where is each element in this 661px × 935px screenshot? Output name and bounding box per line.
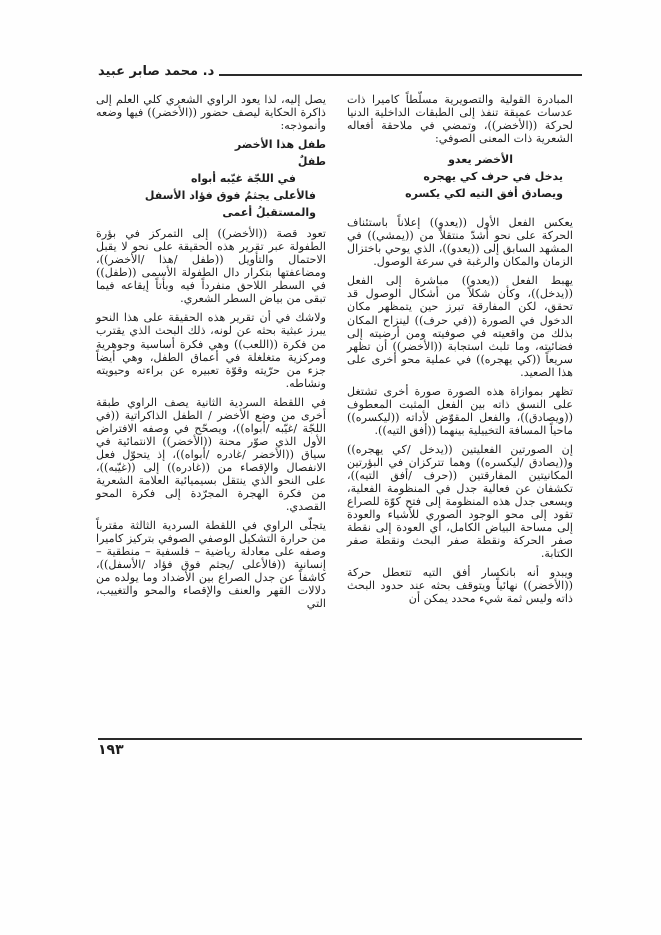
body-paragraph: ويبدو أنه بانكسار أفق التيه تتعطل حركة ((الأخضر)) نهائياً ويتوقف بحثه عند حدود البحث ذاته وليس ثمة شيء محدد يمكن أن: [347, 566, 573, 606]
body-paragraph: يعكس الفعل الأول ((يعدو)) إعلاناً باستئناف الحركة على نحو أشدّ منتقلاً من ((يمشي)) في المشهد السابق إلى ((يعدو))، الذي يوحي باختزال الزمان والمكان والرغبة في سرعة الوصول.: [347, 216, 573, 269]
body-paragraph: تعود قصة ((الأخضر)) إلى التمركز في بؤرة الطفولة عبر تقرير هذه الحقيقة على نحو لا يقبل الاحتمال والتأويل ((طفل /هذا /الأخضر))، ومضاعفتها بتكرار دال الطفولة الأسمى ((طفل)) في السطر اللاحق منفرداً فيه وبأتاً إيقاعه فيما تبقى من بياض السطر الشعري.: [96, 227, 326, 306]
poem-line: فالأعلى يجثمُ فوق فؤاد الأسفل: [144, 189, 316, 203]
right-poem-block: [347, 151, 573, 202]
body-paragraph: إن الصورتين الفعليتين ((يدخل /كي يهجره)) و((يصادق /ليكسره)) وهما تتركزان في البؤرتين المكانيتين المفارقتين ((حرف /أفق التيه))، تكشفان عن فعالية جدل في المنظومة الفعلية، ويسعى جدل هذه المنظومة إلى فتح كوّة للصراع تقود إلى محو الوجود الصوري للأشياء والعودة إلى مساحة البياض الكامل، أي العودة إلى نقطة صفر الحركة ونقطة صفر البحث ونقطة صفر الكتابة.: [347, 442, 573, 561]
running-header-author: د. محمد صابر عبيد: [98, 64, 215, 79]
right-intro-paragraph: المبادرة القولية والتصويرية مسلّطاً كاميرا ذات عدسات عميقة تنفذ إلى الطبقات الداخلية الدنيا لحركة ((الأخضر))، وتمضي في ملاحقة أفعاله الشعرية ذات المعنى الصوفي:: [347, 93, 573, 146]
poem-line: طفلٌ: [297, 155, 326, 169]
left-poem-block: [96, 136, 326, 221]
page-number: ١٩٣: [98, 742, 124, 758]
body-paragraph: يتجلّى الراوي في اللقطة السردية الثالثة مقترباً من حرارة التشكيل الوصفي الصوفي بتركيز كاميرا وصفه على معادلة رياضية – فلسفية – منطقية – إنسانية ((فالأعلى /يجثم فوق فؤاد /الأسفل))، كاشفاً عن جدل الصراع بين الأضداد وما يولده من دلالات القهر والعنف والإقصاء والمحو والتغييب، التي: [96, 519, 326, 611]
poem-line: والمستقبلُ أعمى: [222, 206, 316, 220]
right-column: [347, 93, 573, 612]
left-column: [96, 93, 326, 616]
poem-line: يدخل في حرف كي يهجره: [423, 170, 563, 184]
body-paragraph: في اللقطة السردية الثانية يصف الراوي طبقة أخرى من وضع الأخضر / الطفل الذاكراتية ((في اللجّة /غيّبه /أبواه))، ويصحّح في وصفه الافتراض الأول الذي صوّر محنة ((الأخضر)) الانتمائية في سياق ((الأخضر /غادره /أبواه))، إذ يتحوّل فعل الانفصال والإقصاء من ((غادره)) إلى ((غيّبه))، على النحو الذي ينتقل بسيميائية العلامة الشعرية من فكرة الهجرة المجرّدة إلى فكرة المحو القصدي.: [96, 395, 326, 514]
poem-line: في اللجّة غيّبه أبواه: [190, 172, 296, 186]
body-paragraph: تظهر بموازاة هذه الصورة صورة أخرى تشتغل على النسق ذاته بين الفعل المثبت المعطوف ((ويصادق))، والفعل المقوّض لأداته ((ليكسره)) ماحياً المسافة التخييلية بينهما ((أفق التيه)).: [347, 384, 573, 437]
poem-line: الأخضر يعدو: [448, 153, 513, 167]
poem-line: طفل هذا الأخضر: [234, 138, 326, 152]
body-paragraph: ولاشك في أن تقرير هذه الحقيقة على هذا النحو يبرز عبثية بحثه عن لونه، ذلك البحث الذي يقترب من فكرة ((اللعب)) وهي فكرة أساسية وجوهرية ومركزية متغلغلة في أعماق الطفل، وهي أيضاً جزء من حرّيته وقوّة تعبيره عن براءته وحيويته ونشاطه.: [96, 311, 326, 390]
body-paragraph: يهبط الفعل ((يعدو)) مباشرة إلى الفعل ((يدخل))، وكأن شكلاً من أشكال الوصول قد تحقق، لكن المفارقة تبرز حين يتمظهر مكان الدخول في الصورة ((في حرف)) لينزاح المكان بذلك من واقعيته في صوفيته ومن أرضيته إلى فضائيته، وما تلبث استجابة ((الأخضر)) أن تظهر سريعاً ((كي يهجره)) في عملية محو أخرى على هذا الصعيد.: [347, 274, 573, 379]
header-rule: [219, 74, 582, 76]
poem-line: ويصادق أفق التيه لكي يكسره: [405, 187, 563, 201]
left-intro-paragraph: يصل إليه، لذا يعود الراوي الشعري كلي العلم إلى ذاكرة الحكاية ليصف حضور ((الأخضر)) فيها وضعه وأنموذجه:: [96, 93, 326, 133]
footer-rule: [98, 738, 582, 740]
